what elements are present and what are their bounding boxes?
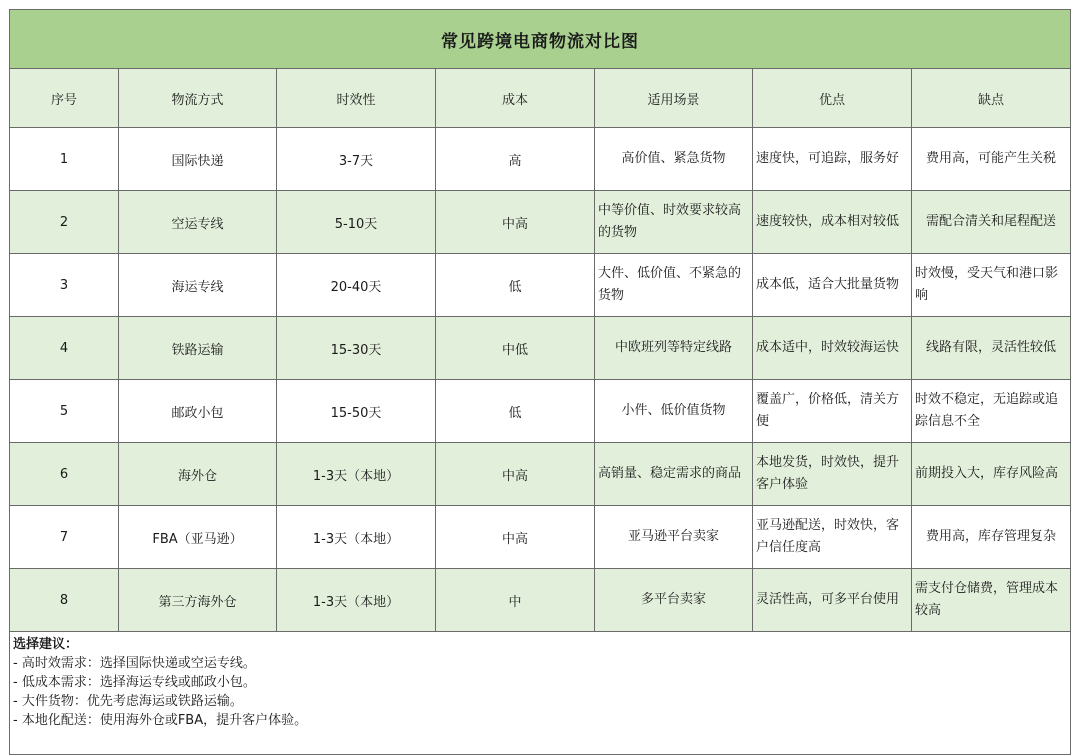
cell-cons: 费用高，库存管理复杂 [912,506,1071,569]
cell-scene: 多平台卖家 [595,569,753,632]
table-row [10,506,1071,569]
cell-cons: 需配合清关和尾程配送 [912,191,1071,254]
cell-pros: 速度较快，成本相对较低 [753,191,912,254]
cell-scene: 中欧班列等特定线路 [595,317,753,380]
header-cell-pros: 优点 [753,69,912,128]
header-cell-cost: 成本 [436,69,595,128]
cell-cost: 低 [436,380,595,443]
table-title: 常见跨境电商物流对比图 [10,10,1071,69]
logistics-comparison-sheet [9,9,1070,755]
table-row [10,380,1071,443]
cell-time: 1-3天（本地） [277,569,436,632]
header-row [10,69,1071,128]
cell-cons: 需支付仓储费，管理成本较高 [912,569,1071,632]
cell-no: 1 [10,128,119,191]
cell-time: 1-3天（本地） [277,506,436,569]
cell-cost: 中 [436,569,595,632]
table-row [10,254,1071,317]
cell-time: 15-50天 [277,380,436,443]
notes-item: - 大件货物：优先考虑海运或铁路运输。 [13,694,243,709]
cell-time: 1-3天（本地） [277,443,436,506]
cell-pros: 灵活性高，可多平台使用 [753,569,912,632]
cell-method: 海运专线 [119,254,277,317]
table-row [10,317,1071,380]
header-cell-no: 序号 [10,69,119,128]
cell-no: 4 [10,317,119,380]
table-row [10,569,1071,632]
cell-pros: 成本低，适合大批量货物 [753,254,912,317]
cell-time: 5-10天 [277,191,436,254]
cell-cost: 中高 [436,443,595,506]
cell-method: FBA（亚马逊） [119,506,277,569]
table-row [10,128,1071,191]
cell-cost: 中高 [436,506,595,569]
notes-row [10,632,1071,755]
notes-item: - 低成本需求：选择海运专线或邮政小包。 [13,675,256,690]
cell-no: 2 [10,191,119,254]
cell-scene: 小件、低价值货物 [595,380,753,443]
cell-cons: 时效不稳定，无追踪或追踪信息不全 [912,380,1071,443]
cell-pros: 覆盖广，价格低，清关方便 [753,380,912,443]
cell-no: 5 [10,380,119,443]
cell-no: 3 [10,254,119,317]
cell-cons: 前期投入大，库存风险高 [912,443,1071,506]
cell-pros: 亚马逊配送，时效快，客户信任度高 [753,506,912,569]
cell-cost: 中低 [436,317,595,380]
cell-no: 8 [10,569,119,632]
table-row [10,443,1071,506]
notes-cell [10,632,1071,755]
header-cell-cons: 缺点 [912,69,1071,128]
cell-method: 邮政小包 [119,380,277,443]
cell-cons: 费用高，可能产生关税 [912,128,1071,191]
cell-method: 铁路运输 [119,317,277,380]
cell-method: 第三方海外仓 [119,569,277,632]
notes-item: - 本地化配送：使用海外仓或FBA，提升客户体验。 [13,713,308,728]
cell-pros: 本地发货，时效快，提升客户体验 [753,443,912,506]
cell-cost: 中高 [436,191,595,254]
cell-method: 空运专线 [119,191,277,254]
cell-no: 7 [10,506,119,569]
cell-no: 6 [10,443,119,506]
cell-scene: 中等价值、时效要求较高的货物 [595,191,753,254]
cell-cost: 高 [436,128,595,191]
cell-cons: 线路有限，灵活性较低 [912,317,1071,380]
cell-cons: 时效慢，受天气和港口影响 [912,254,1071,317]
notes-item: - 高时效需求：选择国际快递或空运专线。 [13,656,256,671]
cell-time: 3-7天 [277,128,436,191]
cell-scene: 亚马逊平台卖家 [595,506,753,569]
cell-scene: 高价值、紧急货物 [595,128,753,191]
cell-time: 20-40天 [277,254,436,317]
cell-scene: 大件、低价值、不紧急的货物 [595,254,753,317]
cell-method: 国际快递 [119,128,277,191]
notes-title: 选择建议： [13,637,79,652]
header-cell-method: 物流方式 [119,69,277,128]
cell-pros: 速度快，可追踪，服务好 [753,128,912,191]
cell-cost: 低 [436,254,595,317]
cell-time: 15-30天 [277,317,436,380]
header-cell-time: 时效性 [277,69,436,128]
logistics-comparison-table [9,9,1071,755]
cell-method: 海外仓 [119,443,277,506]
cell-pros: 成本适中，时效较海运快 [753,317,912,380]
header-cell-scene: 适用场景 [595,69,753,128]
cell-scene: 高销量、稳定需求的商品 [595,443,753,506]
table-row [10,191,1071,254]
